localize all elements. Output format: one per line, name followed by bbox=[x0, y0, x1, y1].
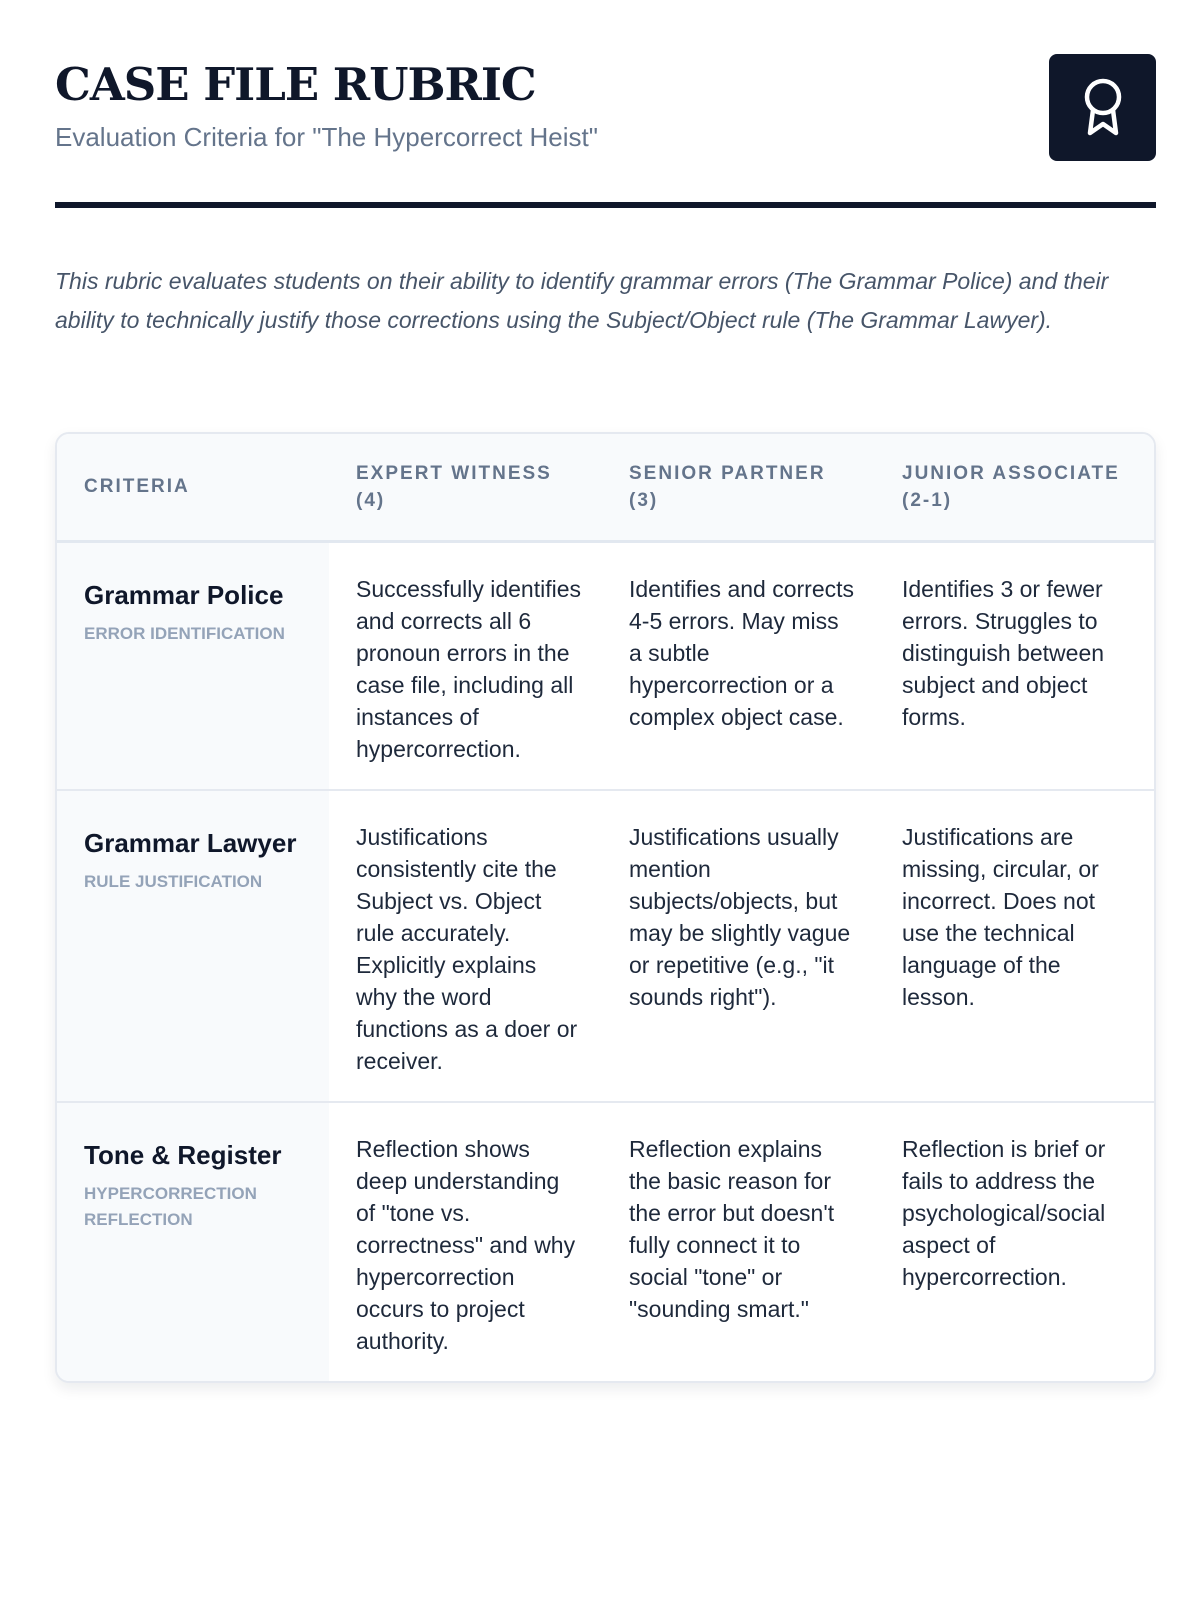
expert-witness-cell: Successfully identifies and corrects all 6 pronoun errors in the case file, including all instances of hypercorrection. bbox=[356, 575, 581, 762]
column-header-junior-associate: JUNIOR ASSOCIATE (2-1) bbox=[875, 434, 1154, 541]
criteria-subtitle: HYPERCORRECTION REFLECTION bbox=[84, 1183, 257, 1229]
rubric-page bbox=[55, 0, 1156, 1354]
rubric-table bbox=[57, 434, 1154, 1381]
criteria-name: Tone & Register bbox=[84, 1139, 282, 1170]
criteria-subtitle: ERROR IDENTIFICATION bbox=[84, 623, 285, 643]
table-row bbox=[57, 790, 1154, 1102]
senior-partner-cell: Justifications usually mention subjects/objects, but may be slightly vague or repetitive (e.g., "it sounds right"). bbox=[602, 790, 875, 1102]
column-header-expert-witness: EXPERT WITNESS (4) bbox=[329, 434, 602, 541]
junior-associate-cell: Reflection is brief or fails to address the psychological/social aspect of hypercorrection. bbox=[875, 1102, 1154, 1381]
criteria-cell bbox=[57, 541, 329, 790]
table-header-row bbox=[57, 434, 1154, 541]
junior-associate-cell: Justifications are missing, circular, or incorrect. Does not use the technical language of the lesson. bbox=[875, 790, 1154, 1102]
senior-partner-cell: Reflection explains the basic reason for the error but doesn't fully connect it to social "tone" or "sounding smart." bbox=[602, 1102, 875, 1381]
criteria-cell bbox=[57, 1102, 329, 1381]
header bbox=[55, 0, 1156, 208]
column-header-senior-partner: SENIOR PARTNER (3) bbox=[602, 434, 875, 541]
page-subtitle: Evaluation Criteria for "The Hypercorrect Heist" bbox=[55, 122, 598, 152]
expert-witness-cell: Justifications consistently cite the Subject vs. Object rule accurately. Explicitly explains why the word functions as a doer or receiver. bbox=[329, 790, 602, 1102]
criteria-cell bbox=[57, 790, 329, 1102]
criteria-subtitle: RULE JUSTIFICATION bbox=[84, 871, 263, 891]
junior-associate-cell: Identifies 3 or fewer errors. Struggles to distinguish between subject and object forms. bbox=[902, 575, 1105, 730]
criteria-name: Grammar Police bbox=[84, 579, 284, 610]
intro-paragraph: This rubric evaluates students on their ability to identify grammar errors (The Grammar Police) and their ability to technically justify those corrections using the Subject/Object rule (The Grammar Lawyer). bbox=[55, 268, 1109, 333]
page-title: CASE FILE RUBRIC bbox=[55, 58, 536, 111]
expert-witness-cell: Reflection shows deep understanding of "tone vs. correctness" and why hypercorrection occurs to project authority. bbox=[329, 1102, 602, 1381]
award-ribbon-icon bbox=[1081, 77, 1125, 139]
table-row bbox=[57, 1102, 1154, 1381]
rubric-table-card bbox=[55, 432, 1156, 1383]
column-header-criteria: CRITERIA bbox=[57, 434, 329, 541]
criteria-name: Grammar Lawyer bbox=[84, 827, 297, 858]
table-row bbox=[57, 541, 1154, 790]
award-badge bbox=[1049, 54, 1156, 161]
senior-partner-cell: Identifies and corrects 4-5 errors. May miss a subtle hypercorrection or a complex object case. bbox=[629, 575, 855, 730]
